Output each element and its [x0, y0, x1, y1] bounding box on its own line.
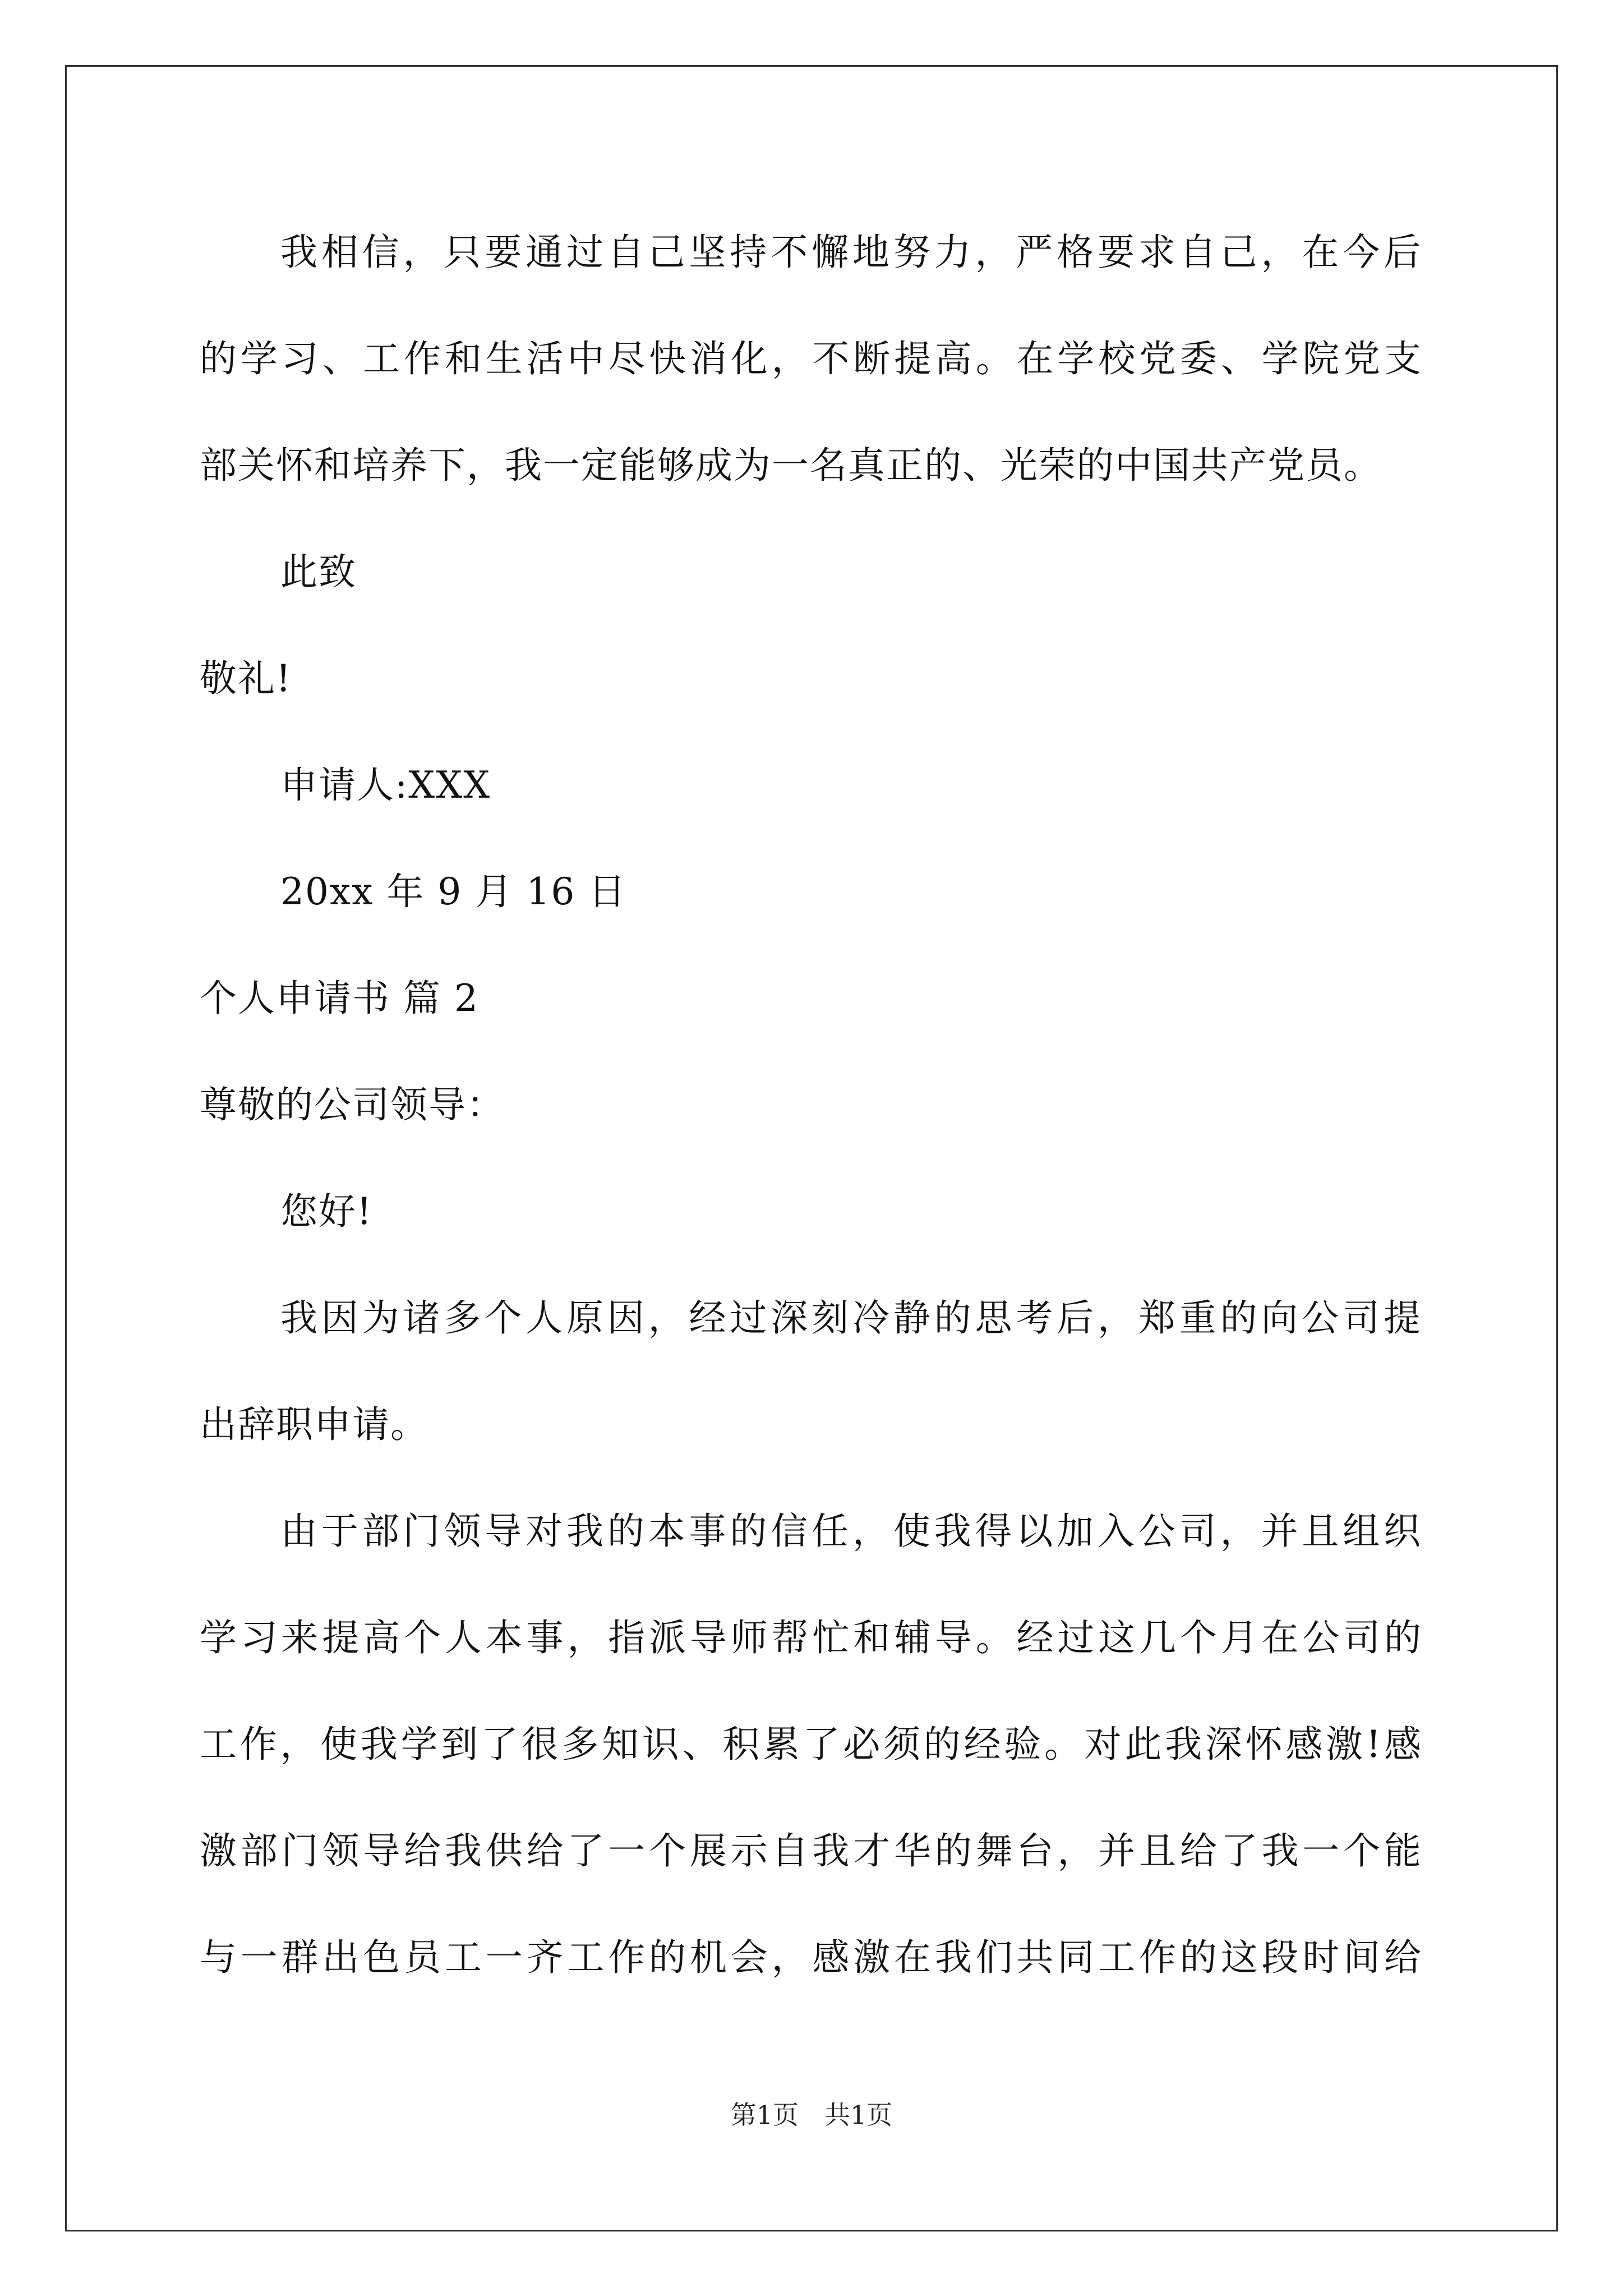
text-line: 工作，使我学到了很多知识、积累了必须的经验。对此我深怀感激!感: [200, 1723, 1422, 1766]
text-line: 学习来提高个人本事，指派导师帮忙和辅导。经过这几个月在公司的: [200, 1616, 1422, 1659]
closing-regards: 敬礼!: [200, 657, 292, 700]
page-border: [65, 65, 1558, 2231]
greeting: 您好!: [280, 1190, 373, 1233]
text-line: 激部门领导给我供给了一个展示自我才华的舞台，并且给了我一个能: [200, 1829, 1422, 1872]
page-number-footer: 第1页 共1页: [730, 2100, 893, 2130]
text-line: 我因为诸多个人原因，经过深刻冷静的思考后，郑重的向公司提: [280, 1296, 1422, 1340]
text-line: 部关怀和培养下，我一定能够成为一名真正的、光荣的中国共产党员。: [200, 444, 1382, 487]
text-line: 我相信，只要通过自己坚持不懈地努力，严格要求自己，在今后: [280, 231, 1422, 274]
closing-salutation: 此致: [280, 550, 357, 593]
date-line: 20xx 年 9 月 16 日: [280, 870, 627, 913]
text-line: 出辞职申请。: [200, 1403, 428, 1446]
text-line: 的学习、工作和生活中尽快消化，不断提高。在学校党委、学院党支: [200, 337, 1422, 380]
text-line: 由于部门领导对我的本事的信任，使我得以加入公司，并且组织: [280, 1510, 1422, 1553]
applicant-signature: 申请人:XXX: [280, 763, 491, 807]
section-title: 个人申请书 篇 2: [200, 977, 479, 1020]
greeting-recipient: 尊敬的公司领导：: [200, 1083, 505, 1126]
text-line: 与一群出色员工一齐工作的机会，感激在我们共同工作的这段时间给: [200, 1936, 1422, 1979]
